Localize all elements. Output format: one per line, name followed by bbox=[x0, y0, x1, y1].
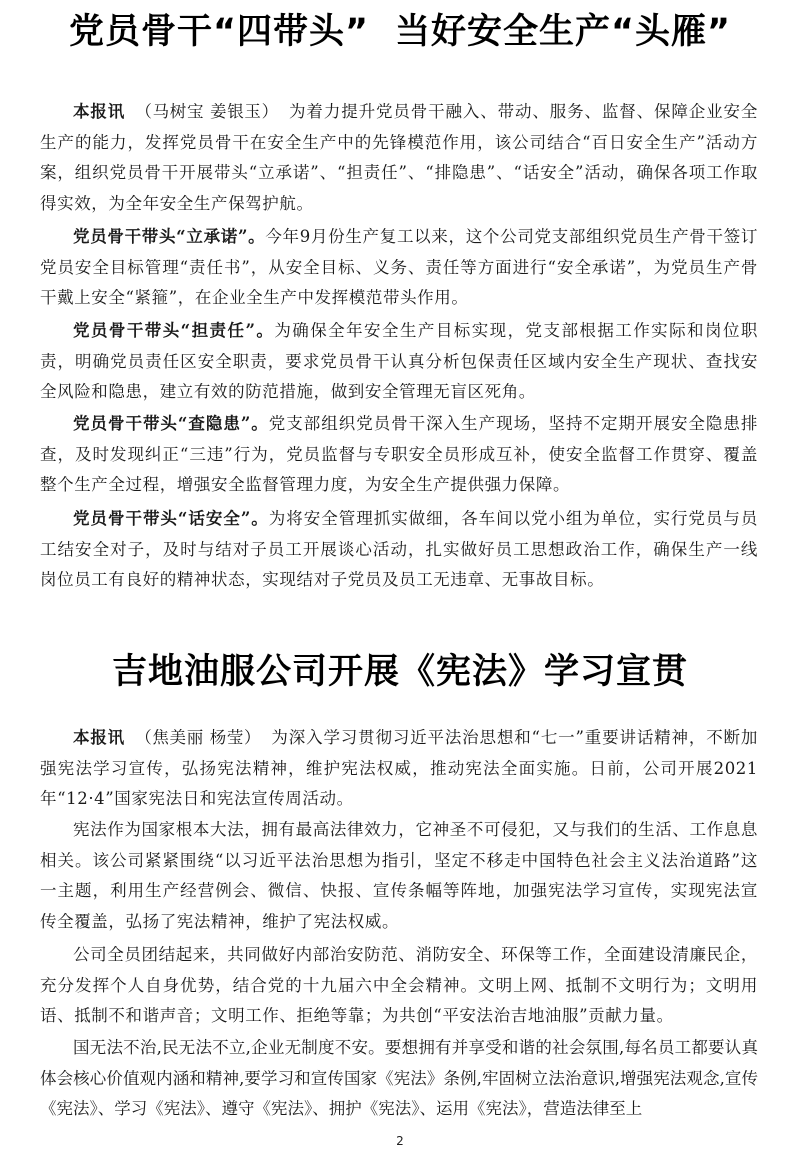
article1-paragraph-5-text: 为将安全管理抓实做细，各车间以党小组为单位，实行党员与员工结安全对子，及时与结对子员工开展谈心活动，扎实做好员工思想政治工作，确保生产一线岗位员工有良好的精神状态，实现结对子党员及员工无违章、无事故目标。 bbox=[40, 509, 758, 590]
article1-headline bbox=[0, 4, 800, 54]
article1-paragraph-5 bbox=[40, 504, 758, 596]
article1-paragraph-2-lead: 党员骨干带头“立承诺”。 bbox=[73, 227, 266, 246]
article1-paragraph-4-text: 党支部组织党员骨干深入生产现场，坚持不定期开展安全隐患排查，及时发现纠正“三违”行为，党员监督与专职安全员形成互补，使安全监督工作贯穿、覆盖整个生产全过程，增强安全监督管理力度，为安全生产提供强力保障。 bbox=[40, 414, 758, 495]
article2-paragraph-1-text: 为深入学习贯彻习近平法治思想和“七一”重要讲话精神，不断加强宪法学习宣传，弘扬宪法精神，维护宪法权威，推动宪法全面实施。日前，公司开展2021年“12·4”国家宪法日和宪法宣传周活动。 bbox=[40, 728, 758, 809]
article1-paragraph-5-lead: 党员骨干带头“话安全”。 bbox=[73, 509, 269, 528]
article1-byline: （马树宝 姜银玉） bbox=[135, 102, 279, 121]
article2-paragraph-1 bbox=[40, 723, 758, 815]
article2-paragraph-3: 公司全员团结起来，共同做好内部治安防范、消防安全、环保等工作，全面建设清廉民企，充分发挥个人自身优势，结合党的十九届六中全会精神。文明上网、抵制不文明行为；文明用语、抵制不和谐声音；文明工作、拒绝等靠；为共创“平安法治吉地油服”贡献力量。 bbox=[40, 945, 758, 1026]
article1-paragraph-2 bbox=[40, 222, 758, 314]
article1-paragraph-4 bbox=[40, 409, 758, 501]
article1-paragraph-3-text: 为确保全年安全生产目标实现，党支部根据工作实际和岗位职责，明确党员责任区安全职责，要求党员骨干认真分析包保责任区域内安全生产现状、查找安全风险和隐患，建立有效的防范措施，做到安全管理无盲区死角。 bbox=[40, 321, 758, 402]
article1-paragraph-4-lead: 党员骨干带头“查隐患”。 bbox=[73, 414, 269, 433]
article1-headline-part1: 党员骨干“四带头” bbox=[68, 12, 369, 52]
article2-paragraph-4: 国无法不治,民无法不立,企业无制度不安。要想拥有并享受和谐的社会氛围,每名员工都要认真体会核心价值观内涵和精神,要学习和宣传国家《宪法》条例,牢固树立法治意识,增强宪法观念,宣传《宪法》、学习《宪法》、遵守《宪法》、拥护《宪法》、运用《宪法》，营造法律至上 bbox=[40, 1038, 758, 1119]
article1-dateline: 本报讯 bbox=[73, 102, 126, 121]
article2-byline: （焦美丽 杨莹） bbox=[135, 728, 262, 747]
article2-dateline: 本报讯 bbox=[73, 728, 126, 747]
article1-paragraph-2-text: 今年9月份生产复工以来，这个公司党支部组织党员生产骨干签订党员安全目标管理“责任书”，从安全目标、义务、责任等方面进行“安全承诺”，为党员生产骨干戴上安全“紧箍”，在企业全生产中发挥模范带头作用。 bbox=[40, 227, 758, 308]
page-number: 2 bbox=[396, 1134, 404, 1148]
article1-paragraph-3-lead: 党员骨干带头“担责任”。 bbox=[73, 321, 275, 340]
article1-paragraph-1-text: 为着力提升党员骨干融入、带动、服务、监督、保障企业安全生产的能力，发挥党员骨干在安全生产中的先锋模范作用，该公司结合“百日安全生产”活动方案，组织党员骨干开展带头“立承诺”、“担责任”、“排隐患”、“话安全”活动，确保各项工作取得实效，为全年安全生产保驾护航。 bbox=[40, 102, 758, 213]
article1-paragraph-1 bbox=[40, 97, 758, 219]
article2-paragraph-2: 宪法作为国家根本大法，拥有最高法律效力，它神圣不可侵犯，又与我们的生活、工作息息相关。该公司紧紧围绕“以习近平法治思想为指引，坚定不移走中国特色社会主义法治道路”这一主题，利用生产经营例会、微信、快报、宣传条幅等阵地，加强宪法学习宣传，实现宪法宣传全覆盖，弘扬了宪法精神，维护了宪法权威。 bbox=[40, 820, 758, 931]
article1-headline-part2: 当好安全生产“头雁” bbox=[395, 12, 732, 52]
article1-paragraph-3 bbox=[40, 316, 758, 408]
article2-headline: 吉地油服公司开展《宪法》学习宣贯 bbox=[111, 652, 688, 692]
